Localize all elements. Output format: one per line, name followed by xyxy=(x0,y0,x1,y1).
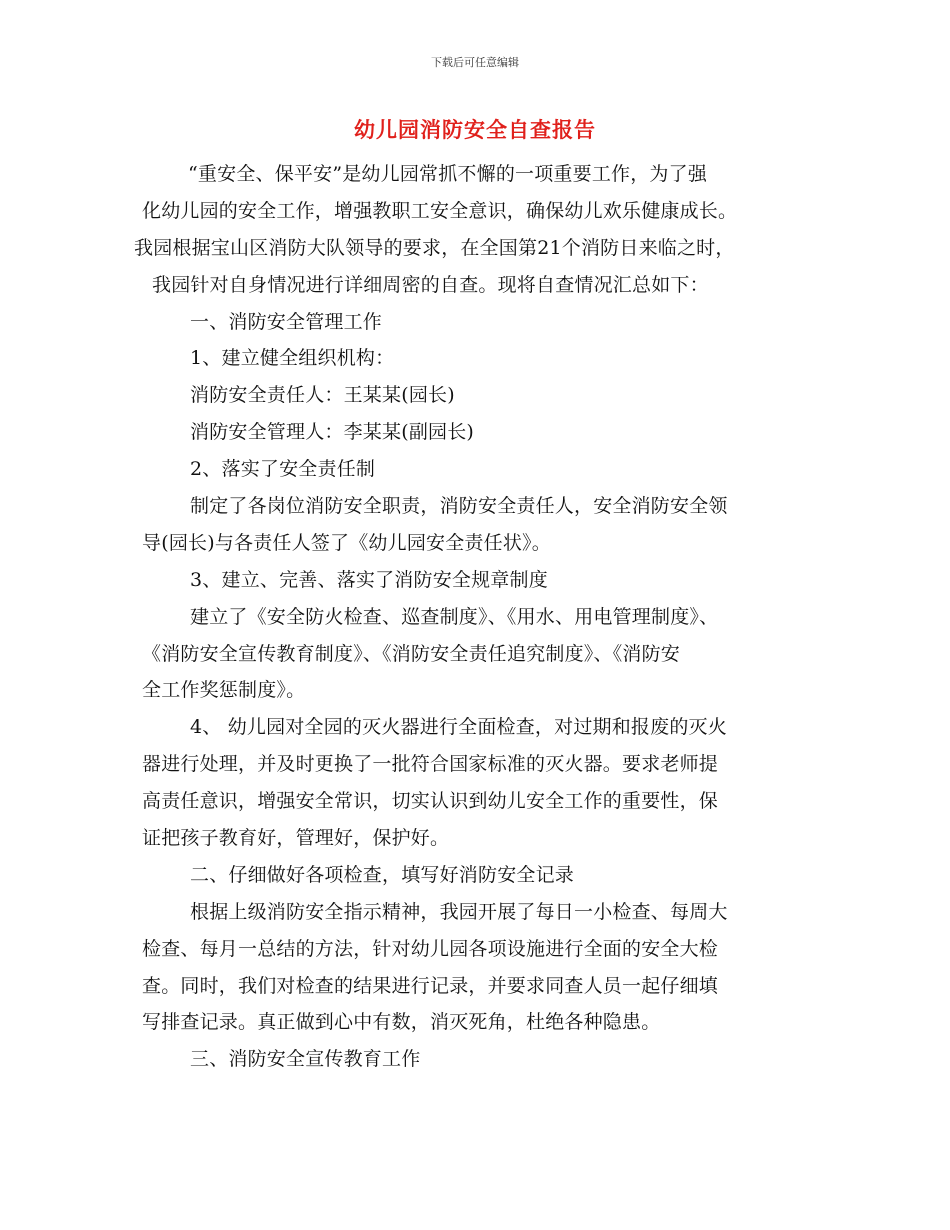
paragraph-line: 消防安全责任人：王某某(园长) xyxy=(190,384,455,407)
paragraph-line: 证把孩子教育好，管理好，保护好。 xyxy=(142,827,450,850)
paragraph-line: 器进行处理，并及时更换了一批符合国家标准的灭火器。要求老师提 xyxy=(142,753,719,776)
paragraph-line: 《消防安全宣传教育制度》、《消防安全责任追究制度》、《消防安 xyxy=(142,642,681,665)
section-heading: 一、消防安全管理工作 xyxy=(190,310,383,333)
section-heading: 三、消防安全宣传教育工作 xyxy=(190,1048,421,1071)
paragraph-line: 3、建立、完善、落实了消防安全规章制度 xyxy=(190,568,548,591)
paragraph-line: 我园针对自身情况进行详细周密的自查。现将自查情况汇总如下： xyxy=(152,273,709,296)
section-heading: 二、仔细做好各项检查，填写好消防安全记录 xyxy=(190,863,575,886)
paragraph-line: 1、建立健全组织机构： xyxy=(190,347,395,370)
paragraph-line: 化幼儿园的安全工作，增强教职工安全意识，确保幼儿欢乐健康成长。 xyxy=(142,199,738,222)
paragraph-line: 查。同时，我们对检查的结果进行记录，并要求同查人员一起仔细填 xyxy=(142,974,719,997)
paragraph-line: 检查、每月一总结的方法，针对幼儿园各项设施进行全面的安全大检 xyxy=(142,937,719,960)
paragraph-line: 高责任意识，增强安全常识，切实认识到幼儿安全工作的重要性，保 xyxy=(142,790,719,813)
paragraph-line: 2、落实了安全责任制 xyxy=(190,458,376,481)
header-note: 下载后可任意编辑 xyxy=(431,56,519,69)
paragraph-line: 建立了《安全防火检查、巡查制度》、《用水、用电管理制度》、 xyxy=(190,605,719,628)
paragraph-line: 消防安全管理人：李某某(副园长) xyxy=(190,421,475,444)
document-title: 幼儿园消防安全自查报告 xyxy=(354,118,596,142)
paragraph-line: 制定了各岗位消防安全职责，消防安全责任人，安全消防安全领 xyxy=(190,495,728,518)
paragraph-line: 我园根据宝山区消防大队领导的要求，在全国第21个消防日来临之时， xyxy=(134,236,735,259)
paragraph-line: 全工作奖惩制度》。 xyxy=(142,679,306,702)
paragraph-line: 导(园长)与各责任人签了《幼儿园安全责任状》。 xyxy=(142,531,551,554)
paragraph-line: “重安全、保平安”是幼儿园常抓不懈的一项重要工作，为了强 xyxy=(188,163,708,185)
paragraph-line: 4、 幼儿园对全园的灭火器进行全面检查，对过期和报废的灭火 xyxy=(190,716,727,739)
document-body xyxy=(134,156,814,1078)
paragraph-line: 根据上级消防安全指示精神，我园开展了每日一小检查、每周大 xyxy=(190,900,728,923)
paragraph-line: 写排查记录。真正做到心中有数，消灭死角，杜绝各种隐患。 xyxy=(142,1011,661,1034)
